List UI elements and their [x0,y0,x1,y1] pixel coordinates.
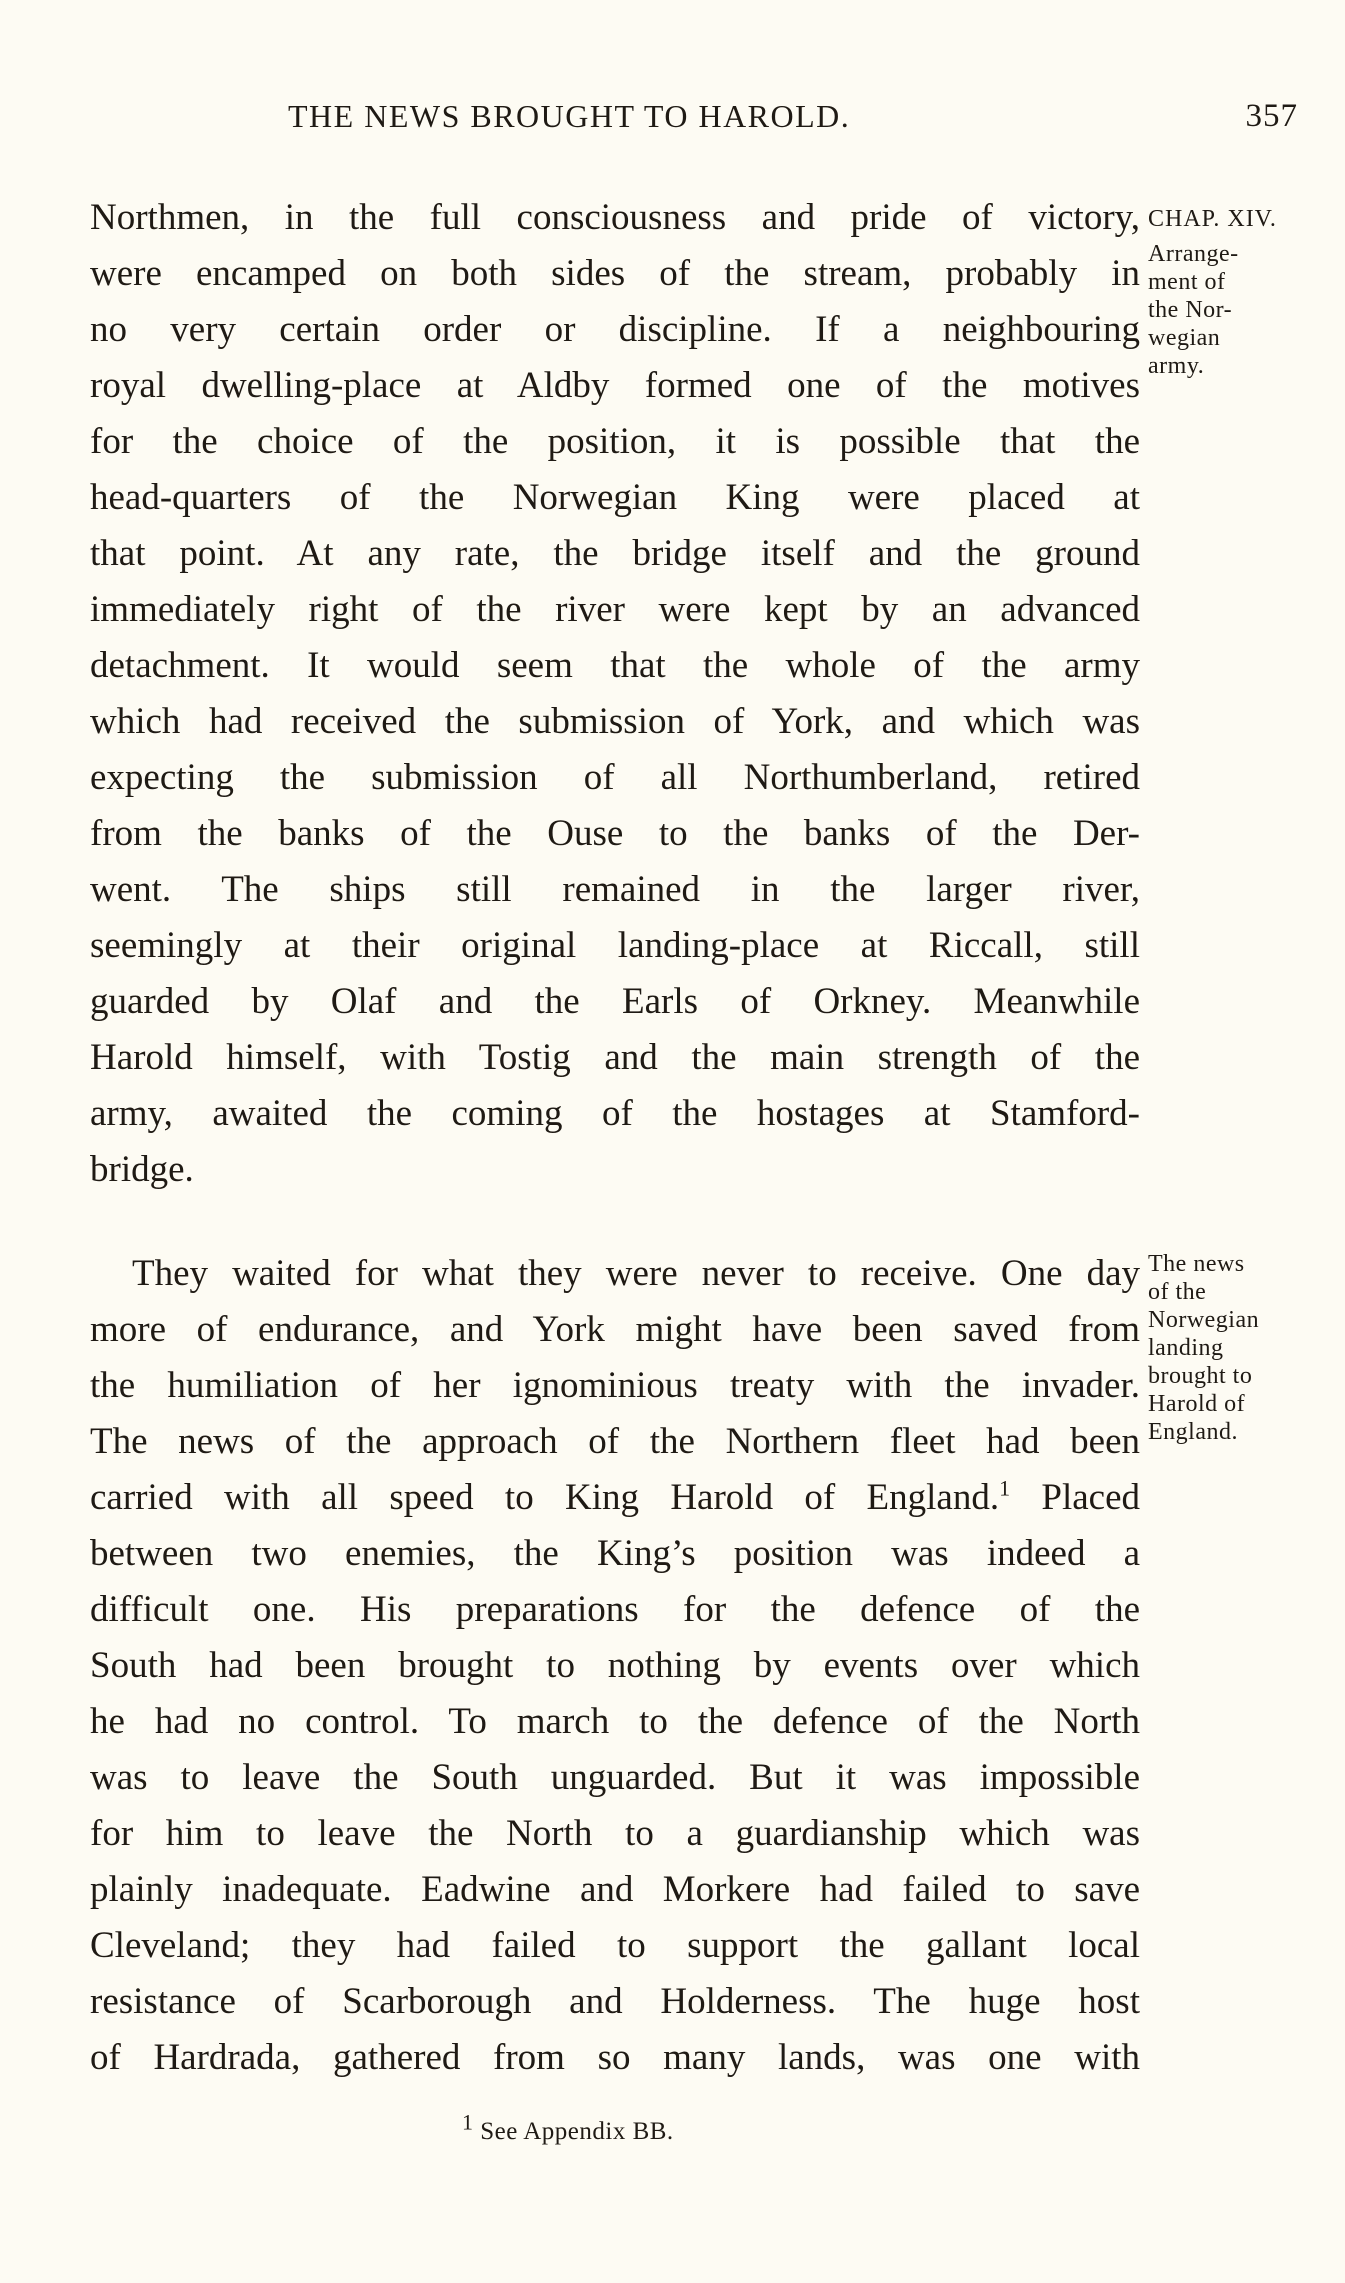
text-line: from the banks of the Ouse to the banks of the Der- [90,813,1140,854]
paragraph-one [90,190,1140,1198]
sidenote-line: wegian [1148,325,1221,351]
text-line: Cleveland; they had failed to support the gallant local [90,1925,1140,1966]
text-span: Placed [1010,1477,1141,1518]
text-line: went. The ships still remained in the larger river, [90,869,1140,910]
running-head [90,98,1298,142]
text-line: for the choice of the position, it is possible that the [90,421,1140,462]
text-line: immediately right of the river were kept by an advanced [90,589,1140,630]
text-line: head-quarters of the Norwegian King were placed at [90,477,1140,518]
text-line: for him to leave the North to a guardianship which was [90,1813,1140,1854]
sidenote-line: Harold of [1148,1391,1246,1417]
running-title: THE NEWS BROUGHT TO HAROLD. [288,98,851,134]
sidenote-line: The news [1148,1251,1245,1277]
text-line: detachment. It would seem that the whole of the army [90,645,1140,686]
text-line: were encamped on both sides of the stream, probably in [90,253,1140,294]
sidenote-line: Arrange- [1148,241,1239,267]
sidenote-line: landing [1148,1335,1224,1361]
text-line: of Hardrada, gathered from so many lands, was one with [90,2037,1140,2078]
text-span: carried with all speed to King Harold of England. [90,1477,1000,1518]
text-line: between two enemies, the King’s position was indeed a [90,1533,1140,1574]
sidenote-line: brought to [1148,1363,1253,1389]
text-line: guarded by Olaf and the Earls of Orkney. Meanwhile [90,981,1140,1022]
text-line: the humiliation of her ignominious treaty with the invader. [90,1365,1140,1406]
text-line: bridge. [90,1149,194,1190]
sidenote-line: ment of [1148,269,1226,295]
sidenote-line: the Nor- [1148,297,1233,323]
text-line: he had no control. To march to the defence of the North [90,1701,1140,1742]
chapter-marker: CHAP. XIV. [1148,206,1277,232]
sidenote-line: England. [1148,1419,1238,1445]
footnote [462,2109,674,2146]
text-line: The news of the approach of the Northern fleet had been [90,1421,1140,1462]
text-line: Harold himself, with Tostig and the main strength of the [90,1037,1140,1078]
sidenote-news-brought [1148,1250,1259,1446]
text-line: expecting the submission of all Northumberland, retired [90,757,1140,798]
text-line: was to leave the South unguarded. But it was impossible [90,1757,1140,1798]
footnote-reference: 1 [999,1475,1011,1501]
text-line: that point. At any rate, the bridge itself and the ground [90,533,1140,574]
text-line: resistance of Scarborough and Holderness. The huge host [90,1981,1140,2022]
text-line: no very certain order or discipline. If a neighbouring [90,309,1140,350]
text-line: royal dwelling-place at Aldby formed one of the motives [90,365,1140,406]
text-line: army, awaited the coming of the hostages at Stamford- [90,1093,1140,1134]
sidenote-line: army. [1148,353,1205,379]
text-line: They waited for what they were never to receive. One day [132,1253,1140,1294]
sidenote-army-arrangement [1148,240,1239,380]
paragraph-two [90,1246,1140,2086]
footnote-marker: 1 [462,2109,474,2135]
text-line: difficult one. His preparations for the defence of the [90,1589,1140,1630]
footnote-text: See Appendix BB. [480,2118,674,2145]
text-line-with-footnote [90,1470,1140,1526]
text-line: seemingly at their original landing-place at Riccall, still [90,925,1140,966]
text-line: plainly inadequate. Eadwine and Morkere had failed to save [90,1869,1140,1910]
sidenote-line: Norwegian [1148,1307,1260,1333]
text-line: which had received the submission of York, and which was [90,701,1140,742]
sidenote-line: of the [1148,1279,1207,1305]
text-line: South had been brought to nothing by events over which [90,1645,1140,1686]
text-line: Northmen, in the full consciousness and pride of victory, [90,197,1140,238]
text-line: more of endurance, and York might have been saved from [90,1309,1140,1350]
page-number: 357 [1245,98,1298,134]
